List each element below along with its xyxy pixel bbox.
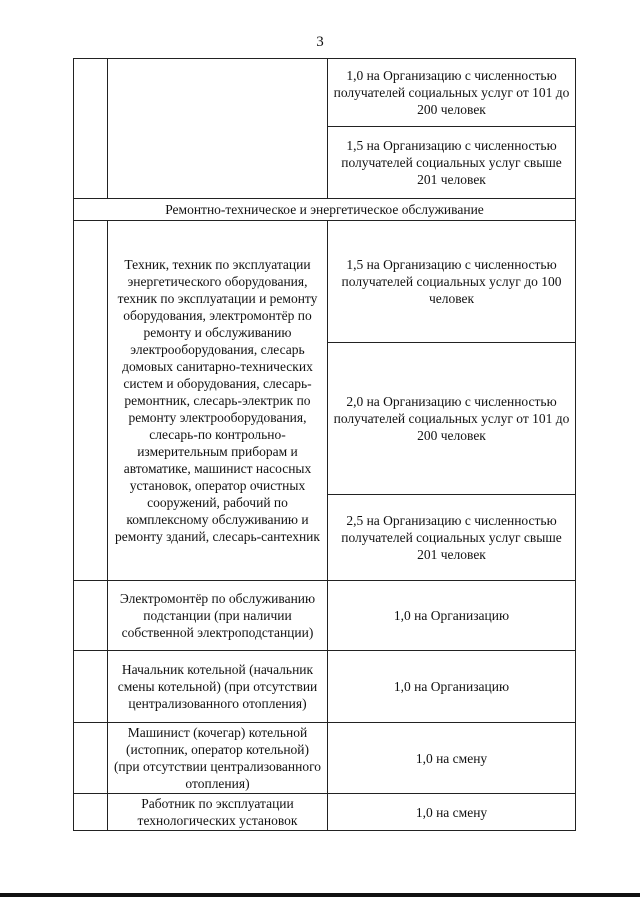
section-row [74,199,576,221]
norm-cell: 1,0 на смену [328,794,576,831]
section-title: Ремонтно-техническое и энергетическое обслуживание [74,199,576,221]
norm-cell: 1,0 на Организацию [328,581,576,651]
norm-cell: 1,5 на Организацию с численностью получателей социальных услуг до 100 человек [328,221,576,343]
position-cell: Начальник котельной (начальник смены котельной) (при отсутствии централизованного отопления) [108,651,328,723]
norm-cell: 1,0 на смену [328,723,576,794]
row-number-cell [74,651,108,723]
page-number: 3 [316,34,324,50]
position-cell: Электромонтёр по обслуживанию подстанции (при наличии собственной электроподстанции) [108,581,328,651]
norm-cell: 1,0 на Организацию [328,651,576,723]
position-cell: Техник, техник по эксплуатации энергетического оборудования, техник по эксплуатации и ремонту оборудования, электромонтёр по ремонту и обслуживанию электрооборудования, слесарь домовых санитарно-технических систем и оборудования, слесарь-ремонтник, слесарь-электрик по ремонту электрооборудования, слесарь-по контрольно-измерительным приборам и автоматике, машинист насосных установок, оператор очистных сооружений, рабочий по комплексному обслуживанию и ремонту зданий, слесарь-сантехник [108,221,328,581]
table-row [74,723,576,794]
position-cell: Работник по эксплуатации технологических установок [108,794,328,831]
scan-edge-bar [0,893,640,897]
table-row [74,581,576,651]
norm-cell: 2,5 на Организацию с численностью получателей социальных услуг свыше 201 человек [328,495,576,581]
table-row [74,651,576,723]
row-number-cell [74,581,108,651]
norm-cell: 2,0 на Организацию с численностью получателей социальных услуг от 101 до 200 человек [328,343,576,495]
norm-cell: 1,5 на Организацию с численностью получателей социальных услуг свыше 201 человек [328,127,576,199]
row-number-cell [74,723,108,794]
row-number-cell [74,794,108,831]
norm-cell: 1,0 на Организацию с численностью получателей социальных услуг от 101 до 200 человек [328,59,576,127]
position-cell [108,59,328,199]
table-row [74,221,576,343]
table-row [74,794,576,831]
row-number-cell [74,59,108,199]
table-row [74,59,576,127]
row-number-cell [74,221,108,581]
staffing-table [73,58,576,831]
position-cell: Машинист (кочегар) котельной (истопник, оператор котельной) (при отсутствии централизованного отопления) [108,723,328,794]
